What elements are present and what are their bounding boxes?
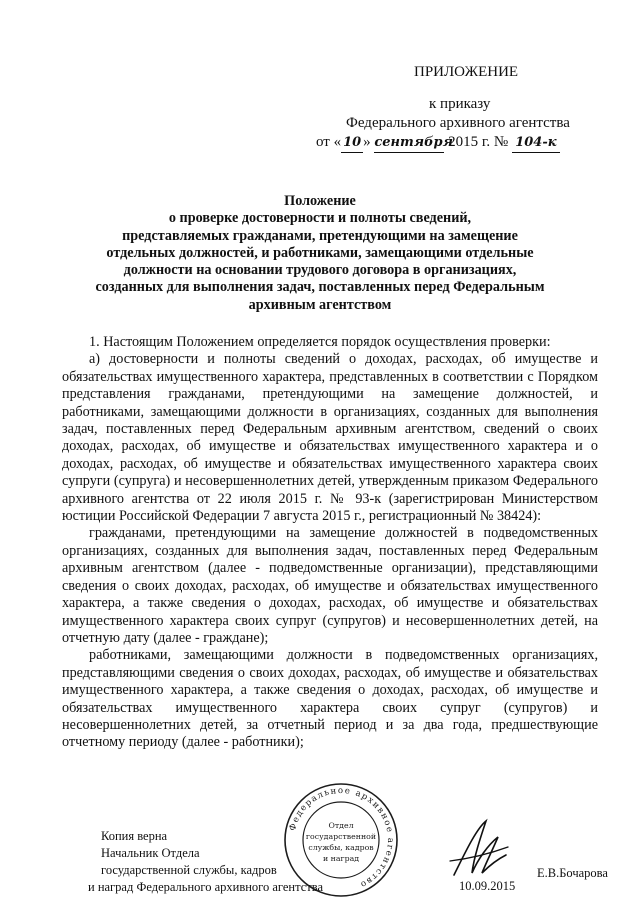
paragraph-citizens: гражданами, претендующими на замещение должностей в подведомственных организациях, созданных для выполнения задач, поставленных перед Федеральным архивным агентством (далее - подведомственные организации), представляющими сведения о своих доходах, расходах, об имуществе и обязательствах имущественного характера, а также сведения о доходах, расходах, об имуществе и обязательствах имущественного характера своих супруг (супругов) и несовершеннолетних детей, на отчетную дату (далее - граждане); xyxy=(62,525,598,646)
handwritten-month: сентября xyxy=(374,133,444,153)
certification-line: Начальник Отдела xyxy=(101,846,200,860)
title-line: представляемых гражданами, претендующими на замещение xyxy=(122,227,518,244)
title-line: созданных для выполнения задач, поставленных перед Федеральным xyxy=(95,279,545,296)
title-line: должности на основании трудового договора в организациях, xyxy=(123,262,517,279)
date-prefix: от « xyxy=(316,134,342,150)
stamp-center-line: и наград xyxy=(322,854,360,863)
certification-line: Копия верна xyxy=(101,829,168,843)
certification-line: государственной службы, кадров xyxy=(101,863,277,877)
appendix-heading: ПРИЛОЖЕНИЕ xyxy=(414,64,519,80)
title-line: архивным агентством xyxy=(248,296,392,313)
appendix-agency-line: Федерального архивного агентства xyxy=(346,115,570,131)
handwritten-number: 104-к xyxy=(512,133,560,153)
date-year: 2015 г. № xyxy=(448,134,509,150)
stamp-center-line: Отдел xyxy=(328,821,354,830)
title-line: отдельных должностей, и работниками, замещающими отдельные xyxy=(106,244,534,261)
signature-date: 10.09.2015 xyxy=(459,879,516,893)
title-line: о проверке достоверности и полноты сведений, xyxy=(168,210,472,227)
paragraph-1: 1. Настоящим Положением определяется порядок осуществления проверки: xyxy=(89,334,551,350)
signer-name: Е.В.Бочарова xyxy=(537,866,608,880)
date-mid: » xyxy=(363,134,371,150)
stamp-ring-text: Федеральное архивное агентство xyxy=(287,785,396,890)
paragraph-employees: работниками, замещающими должности в подведомственных организациях, представляющими сведения о своих доходах, расходах, об имуществе и обязательствах имущественного характера, а также сведения о доходах, расходах, об имуществе и обязательствах имущественного характера своих супруг (супругов) и несовершеннолетних детей, за отчетный период и за два года, предшествующие отчетному периоду (далее - работники); xyxy=(62,647,598,751)
stamp-center-line: государственной xyxy=(305,832,377,841)
appendix-order-line: к приказу xyxy=(429,96,491,112)
title-line: Положение xyxy=(284,193,356,209)
signature-scribble xyxy=(446,815,512,883)
document-body xyxy=(62,334,598,752)
certification-line: и наград Федерального архивного агентства xyxy=(88,880,324,894)
appendix-date-line xyxy=(316,133,560,153)
document-title xyxy=(90,193,550,314)
paragraph-a: а) достоверности и полноты сведений о доходах, расходах, об имуществе и обязательствах имущественного характера, представленных в соответствии с Порядком представления гражданами, претендующими на замещение должностей, и работниками, замещающими должности в организациях, созданных для выполнения задач, поставленных перед Федеральным архивным агентством, сведений о своих доходах, расходах, об имуществе и обязательствах имущественного характера и о доходах, расходах, об имуществе и обязательствах имущественного характера своих супруги (супруга) и несовершеннолетних детей, утвержденным приказом Федерального архивного агентства от 22 июля 2015 г. № 93-к (зарегистрирован Министерством юстиции Российской Федерации 7 августа 2015 г., регистрационный № 38424): xyxy=(62,351,598,525)
stamp-center-line: службы, кадров xyxy=(308,843,374,852)
handwritten-day: 10 xyxy=(341,133,363,153)
stamp-seal xyxy=(283,782,399,898)
